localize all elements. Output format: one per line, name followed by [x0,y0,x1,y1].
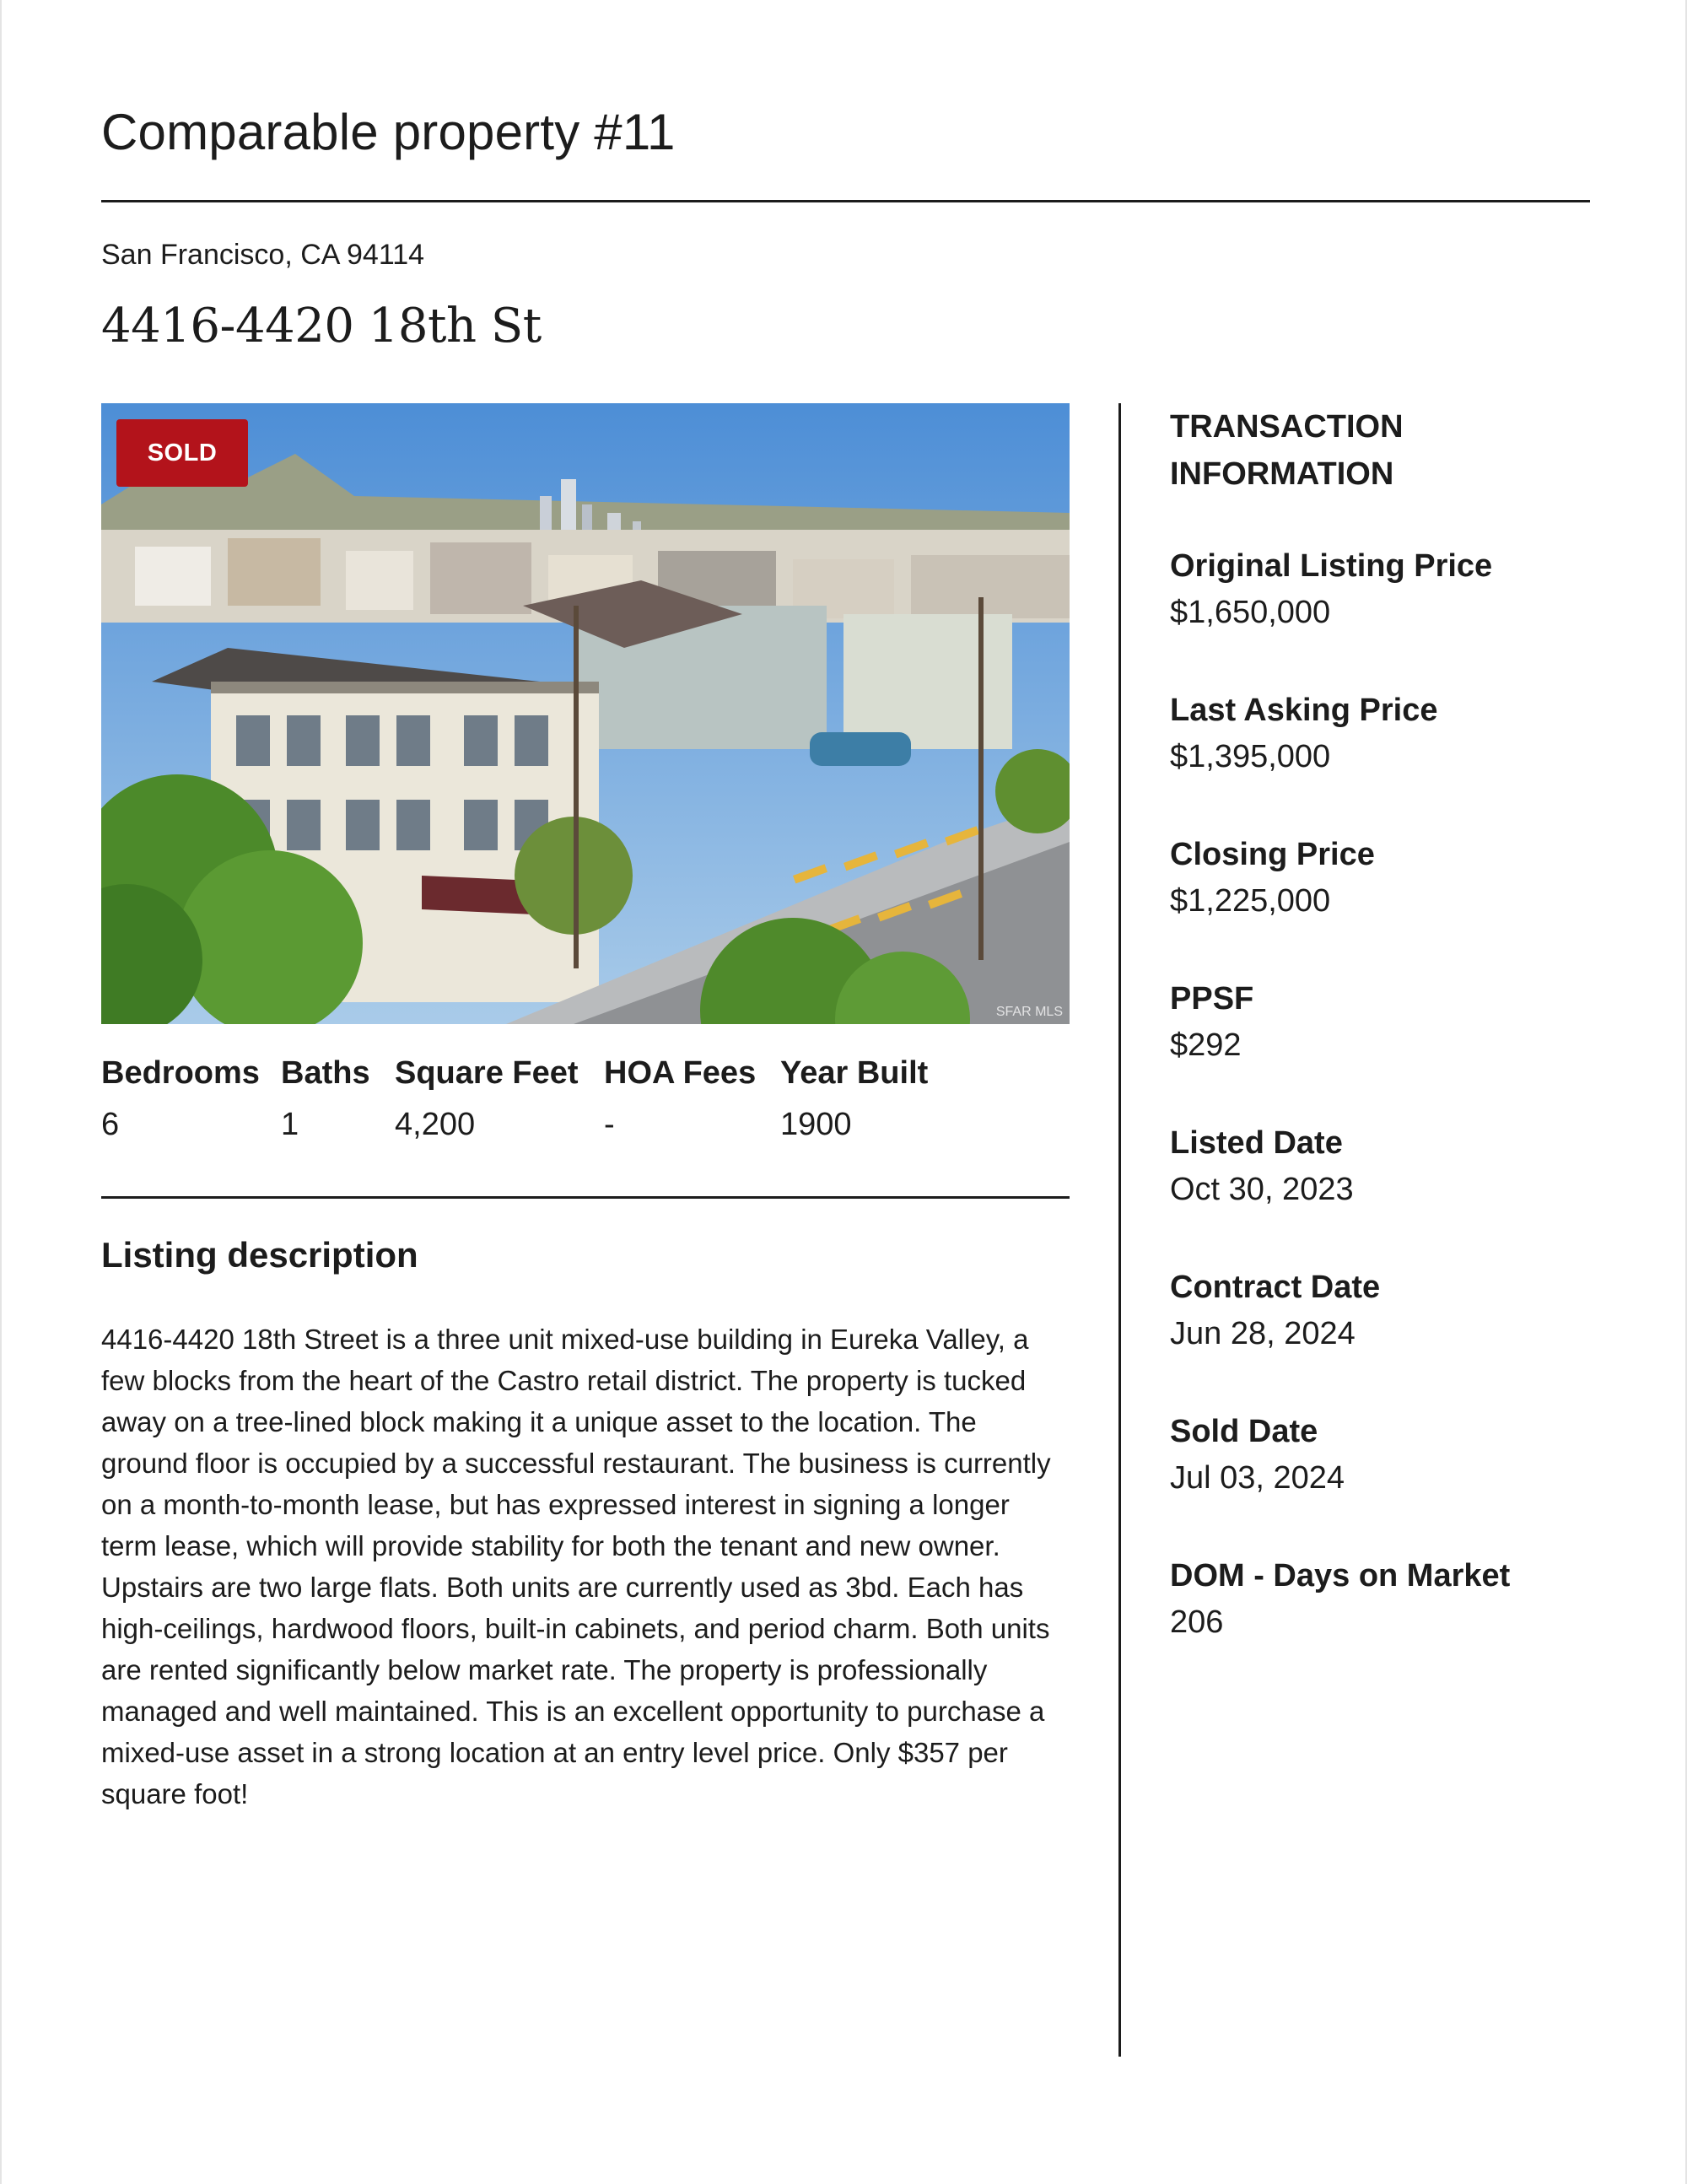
transaction-item-sold-date [1170,1414,1642,1496]
transaction-label: PPSF [1170,981,1254,1017]
stat-hoa-fees [604,1055,756,1143]
stat-value: 1 [281,1107,299,1142]
transaction-item-listed-date [1170,1125,1642,1208]
stat-baths [281,1055,370,1143]
listing-description-heading: Listing description [101,1235,418,1275]
stats-divider [101,1196,1070,1199]
property-stats [101,1055,1070,1157]
stat-year-built [780,1055,928,1143]
transaction-value: $1,225,000 [1170,883,1331,919]
page-edge-left [0,0,2,2184]
column-divider [1118,403,1121,2057]
transaction-item-closing-price [1170,837,1642,919]
stat-label: HOA Fees [604,1055,757,1091]
transaction-value: $292 [1170,1027,1242,1063]
sold-badge: SOLD [116,419,248,487]
property-photo-illustration [101,403,1070,1024]
transaction-item-days-on-market [1170,1558,1642,1641]
stat-square-feet [395,1055,579,1143]
transaction-value: Jun 28, 2024 [1170,1316,1356,1351]
photo-watermark: SFAR MLS [995,1005,1063,1019]
city-line: San Francisco, CA 94114 [101,239,425,271]
property-photo[interactable] [101,403,1070,1024]
stat-value: 6 [101,1107,120,1142]
stat-value: 4,200 [395,1107,476,1142]
transaction-label: Listed Date [1170,1125,1343,1161]
stat-value: 1900 [780,1107,852,1142]
transaction-value: 206 [1170,1604,1224,1640]
transaction-label: Original Listing Price [1170,548,1493,584]
transaction-item-contract-date [1170,1270,1642,1352]
transaction-label: Sold Date [1170,1414,1318,1449]
transaction-item-last-asking-price [1170,693,1642,775]
stat-value: - [604,1107,615,1142]
transaction-value: Oct 30, 2023 [1170,1172,1354,1207]
transaction-value: $1,650,000 [1170,595,1331,630]
page-title: Comparable property #11 [101,104,676,160]
transaction-value: Jul 03, 2024 [1170,1460,1345,1496]
property-address: 4416-4420 18th St [101,299,542,353]
transaction-item-ppsf [1170,981,1642,1064]
stat-label: Square Feet [395,1055,579,1091]
transaction-label: Contract Date [1170,1270,1381,1305]
stat-label: Bedrooms [101,1055,260,1091]
transaction-label: DOM - Days on Market [1170,1558,1511,1594]
stat-label: Year Built [780,1055,929,1091]
transaction-label: Closing Price [1170,837,1375,872]
listing-description-text: 4416-4420 18th Street is a three unit mixed-use building in Eureka Valley, a few blocks from the heart of the Castro retail district. The property is tucked away on a tree-lined block making it a unique asset to the location. The ground floor is occupied by a successful restaurant. The business is currently on a month-to-month lease, but has expressed interest in signing a longer term lease, which will provide stability for both the tenant and new owner. Upstairs are two large flats. Both units are currently used as 3bd. Each has high-ceilings, hardwood floors, built-in cabinets, and period charm. Both units are rented significantly below market rate. The property is professionally managed and well maintained. This is an excellent opportunity to purchase a mixed-use asset in a strong location at an entry level price. Only $357 per square foot! [101,1324,1051,1809]
stat-bedrooms [101,1055,260,1143]
title-divider [101,200,1590,202]
stat-label: Baths [281,1055,370,1091]
transaction-label: Last Asking Price [1170,693,1438,728]
transaction-item-original-listing-price [1170,548,1642,631]
transaction-value: $1,395,000 [1170,739,1331,774]
transaction-heading: TRANSACTION INFORMATION [1170,409,1404,492]
